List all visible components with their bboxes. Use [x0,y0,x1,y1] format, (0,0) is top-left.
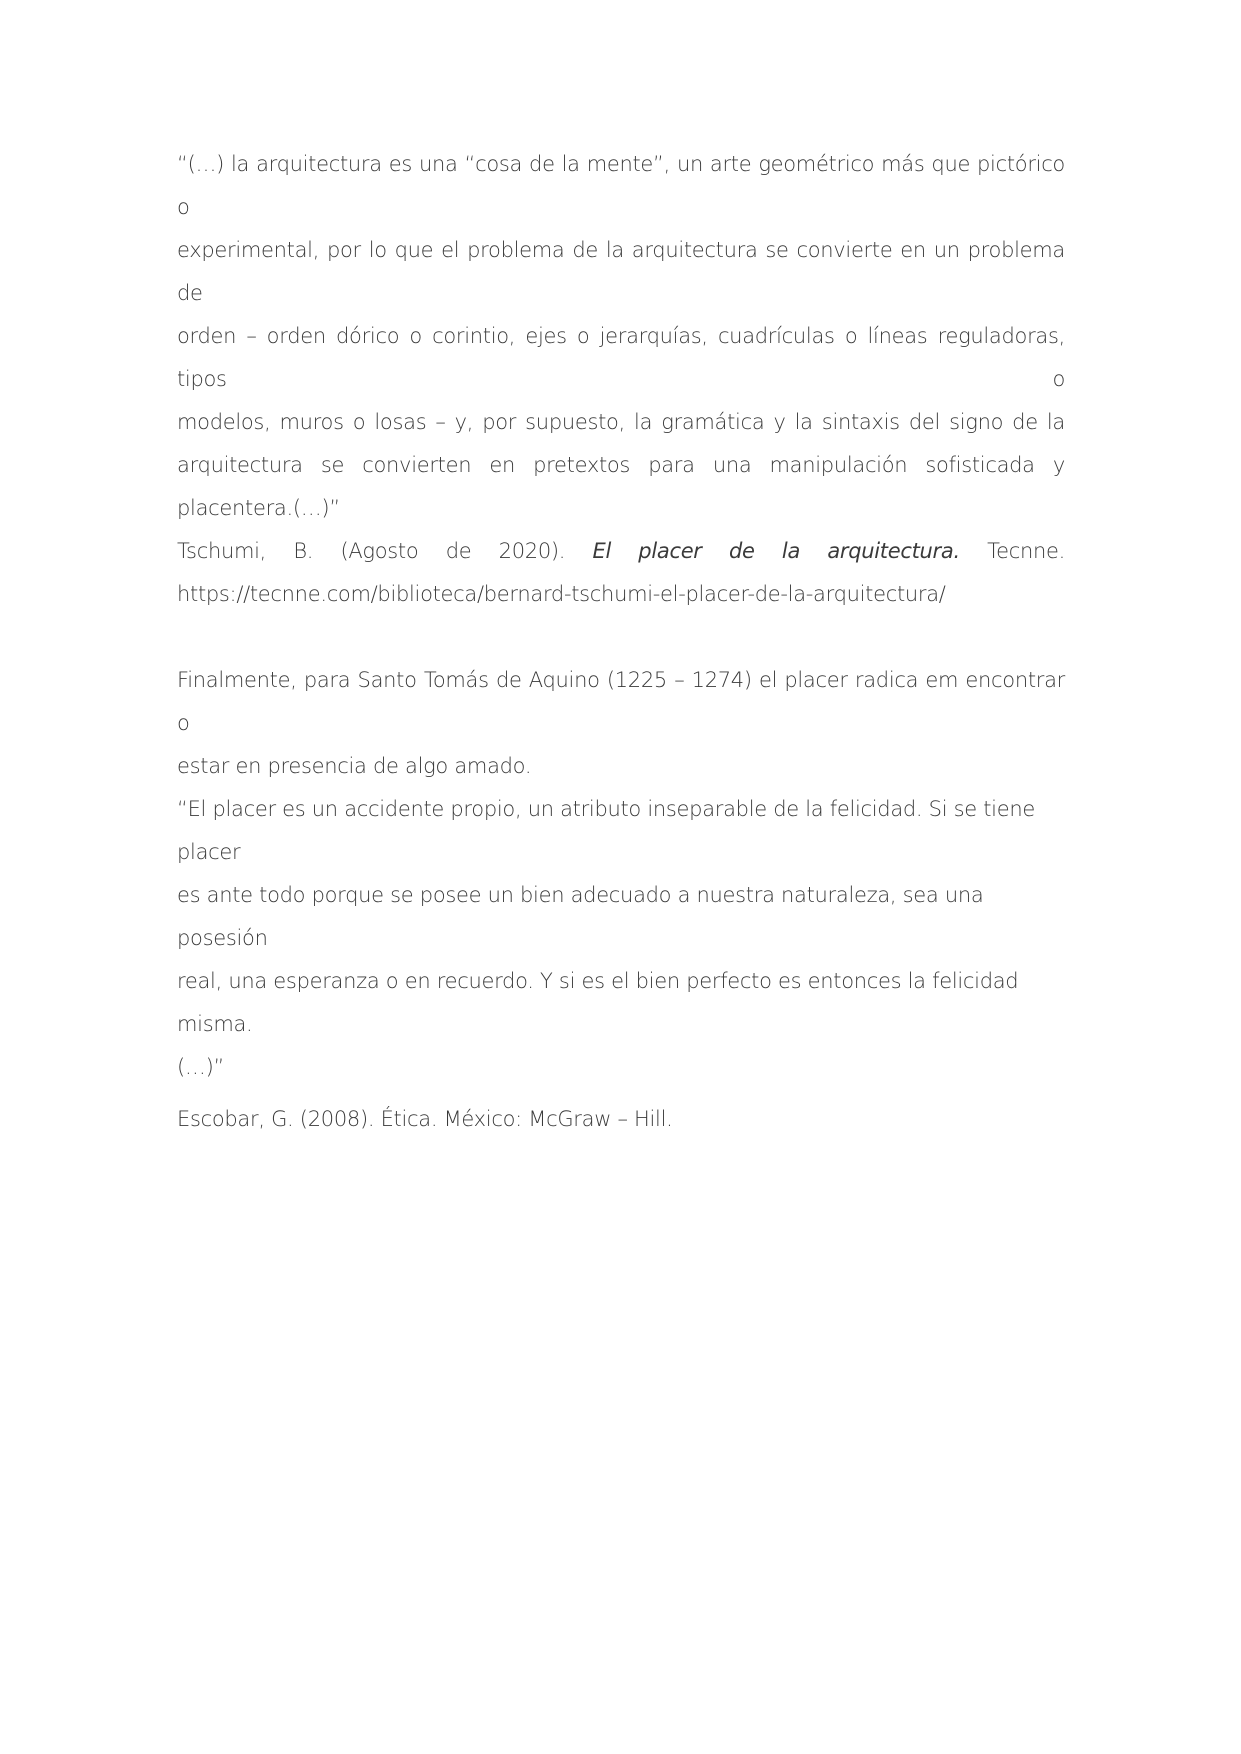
quote-line: “El placer es un accidente propio, un atributo inseparable de la felicidad. Si se tiene placer [177,797,1035,864]
document-body [177,143,1065,1141]
quote-line: es ante todo porque se posee un bien adecuado a nuestra naturaleza, sea una posesión [177,883,984,950]
quote-line: experimental, por lo que el problema de la arquitectura se convierte en un problema de [177,238,1065,305]
quote-line: orden – orden dórico o corintio, ejes o jerarquías, cuadrículas o líneas reguladoras, tipos o [177,324,1065,391]
quote-line: modelos, muros o losas – y, por supuesto, la gramática y la sintaxis del signo de la [177,410,1065,434]
citation-tschumi [177,530,1065,616]
paragraph-spacer [177,616,1065,659]
citation-url: https://tecnne.com/biblioteca/bernard-tschumi-el-placer-de-la-arquitectura/ [177,582,946,606]
quote-line: real, una esperanza o en recuerdo. Y si es el bien perfecto es entonces la felicidad misma. [177,969,1019,1036]
quote-aquino [177,788,1065,1089]
citation-title: El placer de la arquitectura. [592,539,960,563]
quote-line: arquitectura se convierten en pretextos para una manipulación sofisticada y placentera.(…)” [177,453,1065,520]
citation-author-date: Tschumi, B. (Agosto de 2020). [177,539,566,563]
citation-escobar: Escobar, G. (2008). Ética. México: McGraw – Hill. [177,1107,673,1131]
paragraph-line: estar en presencia de algo amado. [177,754,532,778]
paragraph-aquino [177,659,1065,788]
citation-publisher: Tecnne. [987,539,1065,563]
quote-line: (…)” [177,1055,225,1079]
quote-line: “(…) la arquitectura es una “cosa de la mente”, un arte geométrico más que pictórico o [177,152,1065,219]
quote-tschumi [177,143,1065,530]
paragraph-line: Finalmente, para Santo Tomás de Aquino (1225 – 1274) el placer radica em encontrar o [177,668,1065,735]
paragraph-spacer [177,1089,1065,1098]
citation-line [177,530,1065,573]
